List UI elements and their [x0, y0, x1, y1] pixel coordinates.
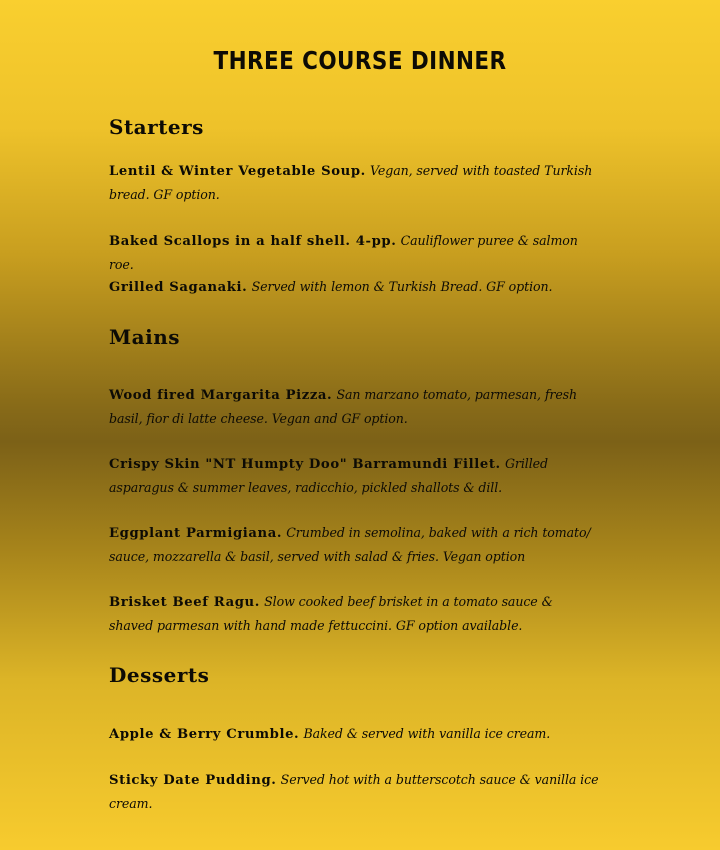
section-heading-mains: Mains — [109, 325, 180, 349]
menu-item-name: Lentil & Winter Vegetable Soup. — [109, 164, 366, 179]
menu-item-description: Served with lemon & Turkish Bread. GF option. — [251, 279, 553, 294]
menu-item-name: Crispy Skin "NT Humpty Doo" Barramundi Fillet. — [109, 457, 501, 472]
menu-item — [109, 229, 599, 277]
menu-item-description: Grilled asparagus & summer leaves, radicchio, pickled shallots & dill. — [109, 456, 548, 495]
menu-item-description: Baked & served with vanilla ice cream. — [303, 726, 551, 741]
menu-item-description: Vegan, served with toasted Turkish bread. GF option. — [109, 163, 593, 202]
menu-item — [109, 590, 599, 638]
menu-item — [109, 159, 599, 207]
menu-item-name: Grilled Saganaki. — [109, 280, 248, 295]
menu-item-description: Slow cooked beef brisket in a tomato sauce & shaved parmesan with hand made fettuccini. GF option available. — [109, 594, 553, 633]
section-heading-desserts: Desserts — [109, 663, 210, 687]
menu-item-name: Apple & Berry Crumble. — [109, 727, 300, 742]
menu-item-name: Sticky Date Pudding. — [109, 773, 277, 788]
menu-item — [109, 383, 599, 431]
menu-item — [109, 452, 599, 500]
menu-item-name: Eggplant Parmigiana. — [109, 526, 283, 541]
menu-item-description: Cauliflower puree & salmon roe. — [109, 233, 578, 272]
menu-item — [109, 722, 599, 746]
section-heading-starters: Starters — [109, 115, 204, 139]
menu-item-description: Served hot with a butterscotch sauce & vanilla ice cream. — [109, 772, 599, 811]
menu-item — [109, 768, 599, 816]
menu-title: THREE COURSE DINNER — [213, 46, 507, 75]
menu-item-name: Brisket Beef Ragu. — [109, 595, 260, 610]
menu-item — [109, 521, 599, 569]
menu-item — [109, 275, 599, 299]
menu-item-description: San marzano tomato, parmesan, fresh basil, fior di latte cheese. Vegan and GF option. — [109, 387, 578, 426]
menu-item-description: Crumbed in semolina, baked with a rich tomato/ sauce, mozzarella & basil, served with salad & fries. Vegan option — [109, 525, 591, 564]
menu-item-name: Baked Scallops in a half shell. 4-pp. — [109, 234, 397, 249]
menu-item-name: Wood fired Margarita Pizza. — [109, 388, 333, 403]
